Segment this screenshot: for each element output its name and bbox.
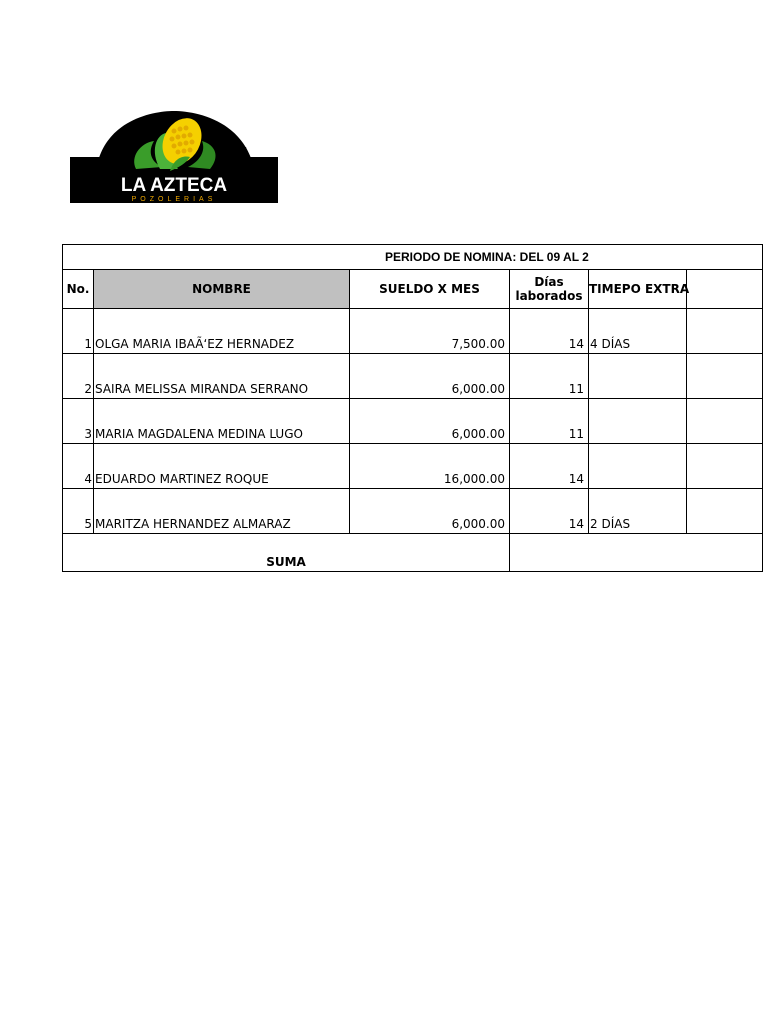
table-header xyxy=(63,270,763,309)
row-nombre: EDUARDO MARTINEZ ROQUE xyxy=(94,444,350,489)
row-dias: 11 xyxy=(510,354,589,399)
row-sueldo: 6,000.00 xyxy=(350,399,510,444)
row-empty xyxy=(687,489,763,534)
la-azteca-logo xyxy=(70,111,278,203)
row-empty xyxy=(687,399,763,444)
row-dias: 11 xyxy=(510,399,589,444)
row-dias: 14 xyxy=(510,444,589,489)
row-sueldo: 6,000.00 xyxy=(350,489,510,534)
header-dias-line2: laborados xyxy=(515,289,583,303)
header-no: No. xyxy=(63,270,94,309)
row-dias: 14 xyxy=(510,309,589,354)
table-row xyxy=(63,354,763,399)
row-empty xyxy=(687,444,763,489)
row-nombre: OLGA MARIA IBAÃ‘EZ HERNADEZ xyxy=(94,309,350,354)
row-no: 1 xyxy=(63,309,94,354)
row-nombre: MARITZA HERNANDEZ ALMARAZ xyxy=(94,489,350,534)
row-no: 2 xyxy=(63,354,94,399)
header-dias-line1: Días xyxy=(534,275,564,289)
row-dias: 14 xyxy=(510,489,589,534)
row-tiempo-extra: 4 DÍAS xyxy=(589,309,687,354)
payroll-period-title: PERIODO DE NOMINA: DEL 09 AL 2 xyxy=(63,245,763,270)
table-row xyxy=(63,309,763,354)
row-sueldo: 7,500.00 xyxy=(350,309,510,354)
table-row xyxy=(63,489,763,534)
payroll-table xyxy=(62,244,763,572)
header-extra-col xyxy=(687,270,763,309)
row-empty xyxy=(687,354,763,399)
header-tiempo-extra: TIMEPO EXTRA xyxy=(589,270,687,309)
row-no: 5 xyxy=(63,489,94,534)
header-nombre: NOMBRE xyxy=(94,270,350,309)
svg-text:LA AZTECA: LA AZTECA xyxy=(120,175,228,196)
row-tiempo-extra xyxy=(589,444,687,489)
row-empty xyxy=(687,309,763,354)
row-tiempo-extra xyxy=(589,399,687,444)
table-row xyxy=(63,399,763,444)
svg-text:POZOLERIAS: POZOLERIAS xyxy=(131,196,217,203)
suma-label: SUMA xyxy=(63,534,510,572)
row-tiempo-extra xyxy=(589,354,687,399)
row-sueldo: 6,000.00 xyxy=(350,354,510,399)
row-nombre: SAIRA MELISSA MIRANDA SERRANO xyxy=(94,354,350,399)
row-sueldo: 16,000.00 xyxy=(350,444,510,489)
header-sueldo: SUELDO X MES xyxy=(350,270,510,309)
row-no: 3 xyxy=(63,399,94,444)
header-dias-laborados xyxy=(510,270,589,309)
suma-row xyxy=(63,534,763,572)
row-tiempo-extra: 2 DÍAS xyxy=(589,489,687,534)
suma-values xyxy=(510,534,763,572)
payroll-sheet xyxy=(62,244,690,569)
table-row xyxy=(63,444,763,489)
row-no: 4 xyxy=(63,444,94,489)
row-nombre: MARIA MAGDALENA MEDINA LUGO xyxy=(94,399,350,444)
